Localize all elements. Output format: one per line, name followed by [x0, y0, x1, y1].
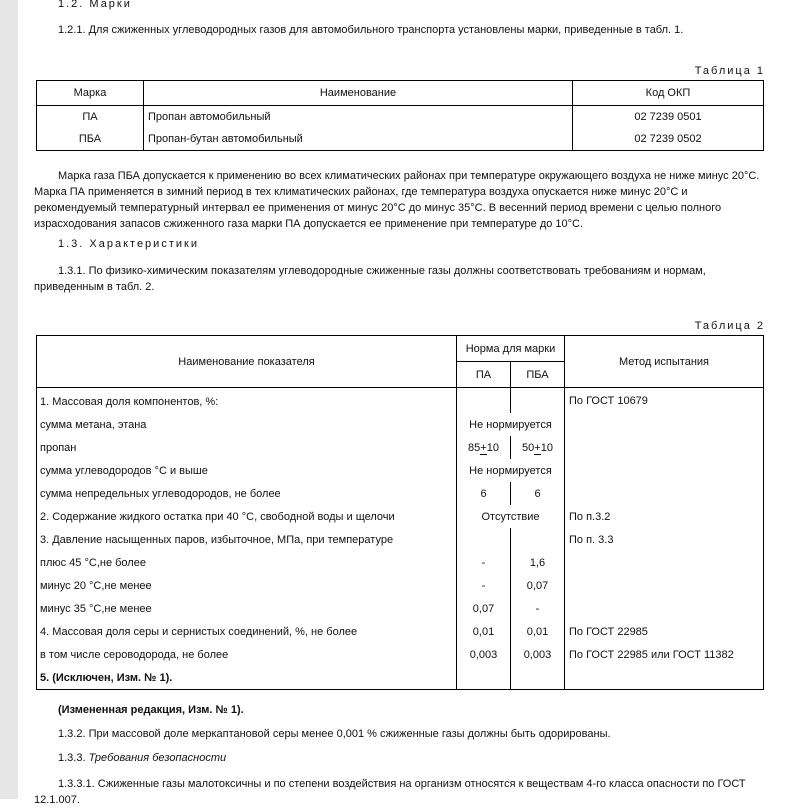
table-row	[37, 666, 764, 690]
paragraph-1-3-2: 1.3.2. При массовой доле меркаптановой серы менее 0,001 % сжиженные газы должны быть одорированы.	[58, 728, 611, 740]
table-row	[37, 459, 764, 482]
table2-cell-pa: 0,003	[457, 643, 511, 666]
table-row	[37, 597, 764, 620]
table2-cell-pba: -	[511, 597, 565, 620]
paragraph-1-3-3-1: 1.3.3.1. Сжиженные газы малотоксичны и по степени воздействия на организм относятся к веществам 4-го класса опасности по ГОСТ 12.1.007.	[34, 778, 746, 806]
table2-cell-method: По ГОСТ 10679	[569, 394, 648, 407]
table2-cell-pba: 50+10	[511, 436, 565, 459]
table-row	[37, 128, 764, 151]
table2-cell-name: 4. Массовая доля серы и сернистых соединений, %, не более	[37, 620, 457, 643]
table2-cell-norm-merged: Не нормируется	[457, 413, 565, 436]
table2-cell-name: сумма углеводородов °С и выше	[37, 459, 457, 482]
table1-cell-name: Пропан автомобильный	[144, 106, 573, 129]
section-heading-1-3: 1.3. Характеристики	[58, 238, 199, 250]
table-row	[37, 643, 764, 666]
table1-cell-marka: ПА	[37, 106, 144, 129]
table2-cell-method	[565, 597, 764, 620]
table-row	[37, 106, 764, 129]
plus-minus-sign: +	[534, 441, 541, 454]
table1-header-marka: Марка	[37, 81, 144, 106]
table2-cell-name: 5. (Исключен, Изм. № 1).	[37, 666, 457, 690]
table2-cell-pa: 0,07	[457, 597, 511, 620]
table-2	[36, 335, 764, 690]
table2-header-norm: Норма для марки	[457, 336, 565, 362]
table2-cell-name: минус 35 °С,не менее	[37, 597, 457, 620]
table2-cell-pba	[511, 528, 565, 551]
table2-cell-method: По ГОСТ 22985 или ГОСТ 11382	[569, 648, 734, 661]
table2-cell-method: По п.3.2	[569, 510, 611, 523]
table-row	[37, 551, 764, 574]
table2-cell-pa: 6	[457, 482, 511, 505]
table2-cell-method	[565, 482, 764, 505]
table-row	[37, 413, 764, 436]
table2-cell-pa: 85+10	[457, 436, 511, 459]
table2-cell-name: минус 20 °С,не менее	[37, 574, 457, 597]
table2-cell-name: 1. Массовая доля компонентов, %:	[37, 388, 457, 414]
table2-cell-pba: 6	[511, 482, 565, 505]
table2-cell-name: 3. Давление насыщенных паров, избыточное, МПа, при температуре	[37, 528, 457, 551]
table-row	[37, 436, 764, 459]
table-row	[37, 505, 764, 528]
table-row	[37, 528, 764, 551]
table2-header-method: Метод испытания	[565, 336, 764, 388]
table2-body	[37, 388, 764, 690]
table2-cell-name: пропан	[37, 436, 457, 459]
paragraph-1-3-3-text: 1.3.3. Требования безопасности	[58, 752, 227, 764]
table1-header-name: Наименование	[144, 81, 573, 106]
table-row	[37, 574, 764, 597]
table2-cell-method	[565, 459, 764, 482]
table2-header-pba: ПБА	[511, 362, 565, 388]
table2-cell-pa	[457, 388, 511, 414]
table2-cell-pba	[511, 388, 565, 414]
table2-cell-pba: 0,003	[511, 643, 565, 666]
table2-cell-method	[565, 574, 764, 597]
table2-cell-method	[565, 666, 764, 690]
table2-header-name: Наименование показателя	[37, 336, 457, 388]
table1-cell-marka: ПБА	[37, 128, 144, 151]
table2-cell-name: сумма непредельных углеводородов, не более	[37, 482, 457, 505]
table2-cell-pa: -	[457, 551, 511, 574]
paragraph-1-3-1: 1.3.1. По физико-химическим показателям углеводородные сжиженные газы должны соответствовать требованиям и нормам, приведенным в табл. 2.	[34, 265, 706, 293]
table1-header-okp: Код ОКП	[573, 81, 764, 106]
table1-cell-name: Пропан-бутан автомобильный	[144, 128, 573, 151]
table2-cell-pa: -	[457, 574, 511, 597]
table2-cell-pa	[457, 528, 511, 551]
paragraph-1-2-1: 1.2.1. Для сжиженных углеводородных газов для автомобильного транспорта установлены марки, приведенные в табл. 1.	[58, 24, 684, 36]
table2-cell-method	[565, 551, 764, 574]
section-heading-1-2: 1.2. Марки	[58, 0, 132, 10]
table-1	[36, 80, 764, 151]
table2-cell-pba	[511, 666, 565, 690]
table2-caption: Таблица 2	[694, 320, 765, 332]
table2-cell-pba: 1,6	[511, 551, 565, 574]
plus-minus-sign: +	[480, 441, 487, 454]
document-page	[18, 0, 797, 806]
table2-cell-pa	[457, 666, 511, 690]
table2-cell-method: По п. 3.3	[569, 533, 614, 546]
table1-caption: Таблица 1	[694, 65, 765, 77]
table2-cell-pba: 0,07	[511, 574, 565, 597]
table2-cell-name: в том числе сероводорода, не более	[37, 643, 457, 666]
table1-cell-okp: 02 7239 0502	[634, 133, 702, 145]
left-margin-gutter	[0, 0, 18, 799]
table2-cell-method	[565, 413, 764, 436]
table-row	[37, 388, 764, 414]
table1-header-row	[37, 81, 764, 106]
table2-header-row	[37, 336, 764, 362]
table2-cell-norm-merged: Отсутствие	[457, 505, 565, 528]
table2-cell-name: сумма метана, этана	[37, 413, 457, 436]
table2-header-pa: ПА	[457, 362, 511, 388]
table2-cell-method	[565, 436, 764, 459]
table-row	[37, 482, 764, 505]
paragraph-changed-edition: (Измененная редакция, Изм. № 1).	[58, 704, 244, 716]
table2-cell-pba: 0,01	[511, 620, 565, 643]
paragraph-pba-usage: Марка газа ПБА допускается к применению во всех климатических районах при температуре окружающего воздуха не ниже минус 20°С. Марка ПА применяется в зимний период в тех климатических районах, где температура воздуха опускается ниже минус 20°С и рекомендуемый температурный интервал ее применения от минус 20°С до минус 35°С. В весенний период времени с целью полного израсходования запасов сжиженного газа марки ПА допускается ее применение при температуре до 10°С.	[34, 170, 760, 230]
table2-cell-method: По ГОСТ 22985	[569, 625, 648, 638]
paragraph-1-3-3	[58, 752, 226, 764]
table1-cell-okp: 02 7239 0501	[634, 111, 702, 123]
table-row	[37, 620, 764, 643]
table2-cell-name: 2. Содержание жидкого остатка при 40 °С, свободной воды и щелочи	[37, 505, 457, 528]
table2-cell-pa: 0,01	[457, 620, 511, 643]
paragraph-1-3-3-italic: Требования безопасности	[88, 752, 227, 764]
table2-cell-norm-merged: Не нормируется	[457, 459, 565, 482]
table2-cell-name: плюс 45 °С,не более	[37, 551, 457, 574]
